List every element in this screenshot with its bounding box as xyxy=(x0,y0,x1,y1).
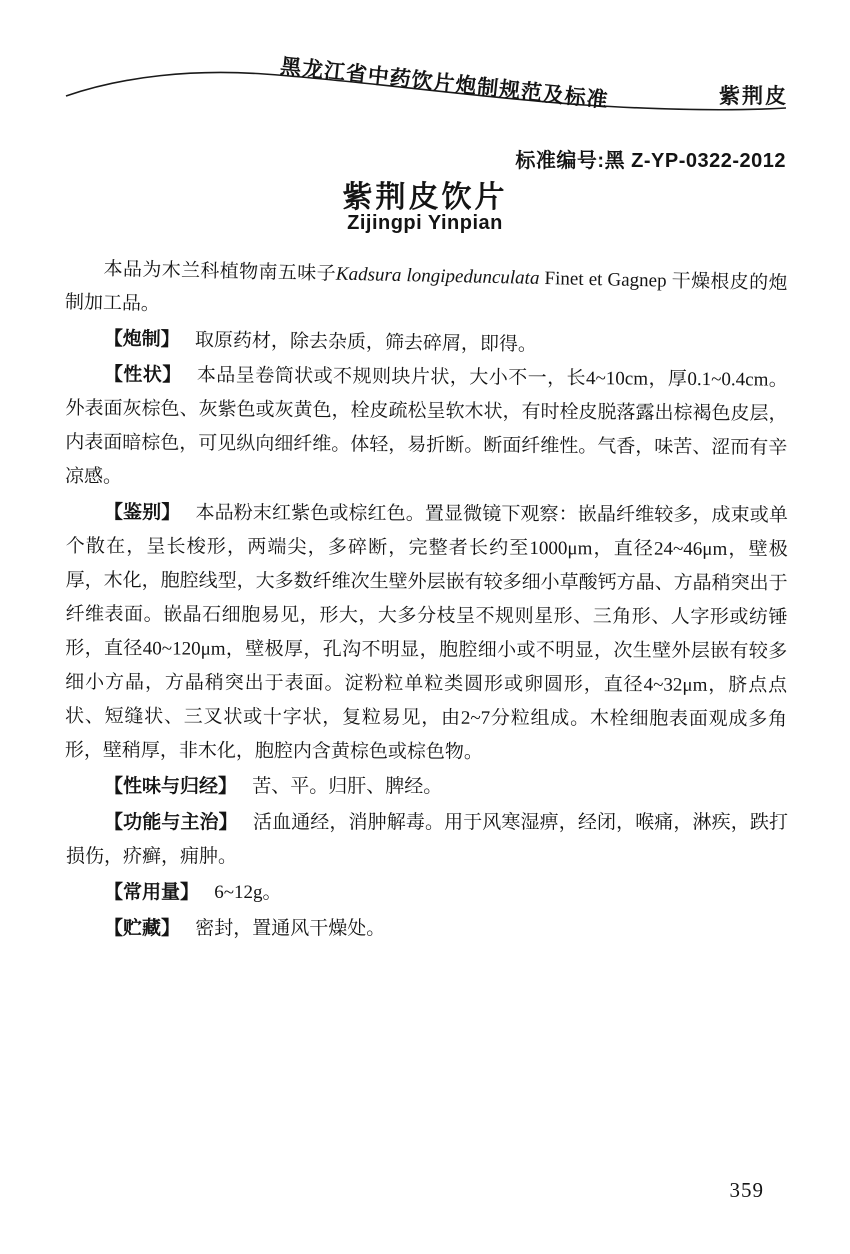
section-gongneng-zhuzhi xyxy=(66,806,788,874)
latin-authority: Finet et Gagnep xyxy=(539,267,672,292)
section-jianbie-label: 【鉴别】 xyxy=(103,502,181,524)
section-changyongliang-label: 【常用量】 xyxy=(104,882,200,903)
section-jianbie xyxy=(65,496,788,771)
page-title-pinyin: Zijingpi Yinpian xyxy=(347,212,503,234)
running-title: 黑龙江省中药饮片炮制规范及标准 xyxy=(279,54,610,113)
standard-number: 标准编号:黑 Z-YP-0322-2012 xyxy=(515,150,786,172)
section-zhucang-label: 【贮藏】 xyxy=(104,918,181,939)
page-header xyxy=(64,52,788,122)
page-number: 359 xyxy=(729,1178,764,1202)
section-gongneng-zhuzhi-text: 活血通经，消肿解毒。用于风寒湿痹，经闭，喉痛，淋疾，跌打损伤，疥癣，痈肿。 xyxy=(66,812,788,867)
section-xingzhuang xyxy=(65,358,788,500)
intro-text-prefix: 本品为木兰科植物南五味子 xyxy=(103,258,337,285)
section-paozhi-label: 【炮制】 xyxy=(103,328,180,351)
section-zhucang xyxy=(66,912,788,946)
section-paozhi-text: 取原药材，除去杂质，筛去碎屑，即得。 xyxy=(194,329,538,356)
section-zhucang-text: 密封，置通风干燥处。 xyxy=(195,918,386,939)
section-xingwei-guijing xyxy=(66,770,788,804)
section-changyongliang-text: 6~12g。 xyxy=(214,882,282,903)
document-body xyxy=(66,252,788,946)
section-gongneng-zhuzhi-label: 【功能与主治】 xyxy=(104,812,238,833)
section-changyongliang xyxy=(66,876,788,910)
page-title: 紫荆皮饮片 xyxy=(342,181,508,214)
header-section-label: 紫荆皮 xyxy=(719,85,788,108)
section-xingwei-guijing-text: 苦、平。归肝、脾经。 xyxy=(252,776,443,797)
latin-binomial: Kadsura longipedunculata xyxy=(335,263,540,289)
section-xingwei-guijing-label: 【性味与归经】 xyxy=(104,776,238,797)
section-jianbie-text: 本品粉末红紫色或棕红色。置显微镜下观察：嵌晶纤维较多，成束或单个散在，呈长梭形，两端尖，多碎断，完整者长约至1000μm，直径24~46μm，壁极厚，木化，胞腔线型，大多数纤维次生壁外层嵌有较多细小草酸钙方晶、方晶稍突出于纤维表面。嵌晶石细胞易见，形大，大多分枝呈不规则星形、三角形、人字形或纺锤形，直径40~120μm，壁极厚，孔沟不明显，胞腔细小或不明显，次生壁外层嵌有较多细小方晶，方晶稍突出于表面。淀粉粒单粒类圆形或卵圆形，直径4~32μm，脐点点状、短缝状、三叉状或十字状，复粒易见，由2~7分粒组成。木栓细胞表面观成多角形，壁稍厚，非木化，胞腔内含黄棕色或棕色物。 xyxy=(64,502,788,763)
intro-text-suffix: 干燥根皮的炮制加工品。 xyxy=(64,270,788,315)
section-xingzhuang-text: 本品呈卷筒状或不规则块片状，大小不一，长4~10cm，厚0.1~0.4cm。外表面灰棕色、灰紫色或灰黄色，栓皮疏松呈软木状，有时栓皮脱落露出棕褐色皮层，内表面暗棕色，可见纵向细纤维。体轻，易折断。断面纤维性。气香，味苦、涩而有辛凉感。 xyxy=(64,365,788,488)
section-xingzhuang-label: 【性状】 xyxy=(103,364,182,386)
